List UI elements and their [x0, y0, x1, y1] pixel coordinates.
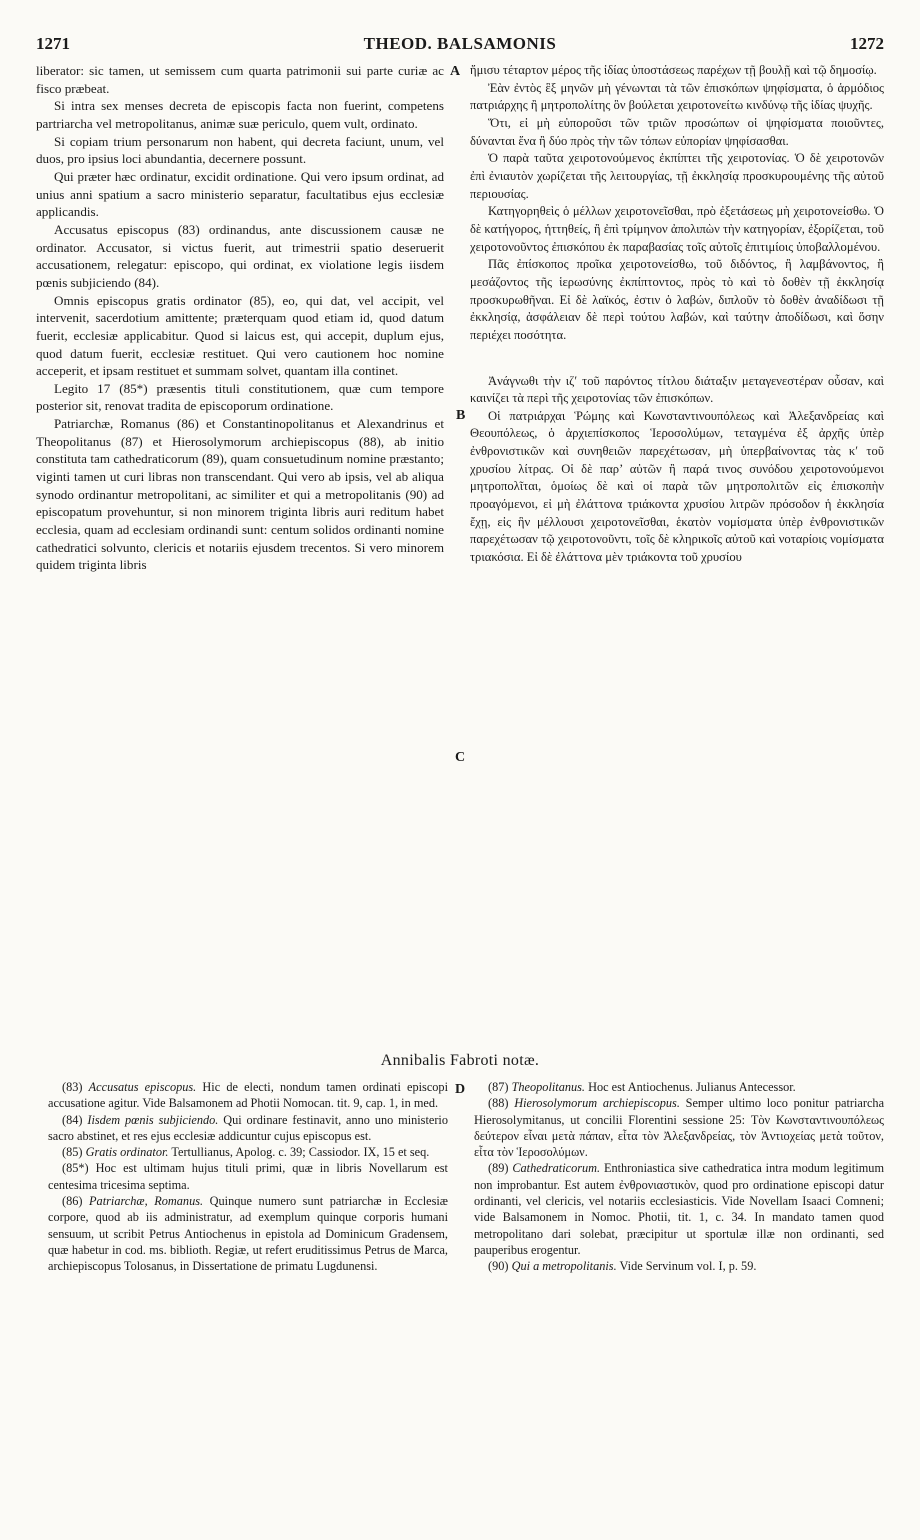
footnote: (85) Gratis ordinator. Tertullianus, Apolog. c. 39; Cassiodor. IX, 15 et seq.	[62, 1145, 430, 1160]
greek-paragraph: Ὁ παρὰ ταῦτα χειροτονούμενος ἐκπίπτει τῆς χειροτονίας. Ὁ δὲ χειροτονῶν ἐπὶ ἐνιαυτὸν χωρίζεται τῆς λειτουργίας, τῇ ἐκκλησίᾳ προσκυρουμένης τῆς αὐτοῦ περιουσίας.	[470, 151, 884, 201]
greek-paragraph: Ἐὰν ἐντὸς ἓξ μηνῶν μὴ γένωνται τὰ τῶν ἐπισκόπων ψηφίσματα, ὁ ἁρμόδιος πατριάρχης ἢ μητροπολίτης ὃν βούλεται χειροτονείτω κινδύνῳ τῆς ἰδίας ψυχῆς.	[470, 80, 884, 113]
page-number-left: 1271	[36, 34, 70, 53]
latin-paragraph: liberator: sic tamen, ut semissem cum quarta patrimonii sui parte curiæ ac fisco præbeat.	[36, 63, 444, 96]
column-marker-c: C	[455, 750, 466, 765]
greek-paragraph: Κατηγορηθεὶς ὁ μέλλων χειροτονεῖσθαι, πρὸ ἐξετάσεως μὴ χειροτονείσθω. Ὁ δὲ κατήγορος, ἡττηθείς, ἢ ἐπὶ τρίμηνον ἀπολιπὼν τὴν κατηγορίαν, ἐξορίζεται, τοῦ χειροτονοῦντος ἐπισκόπου ἐκ παραβασίας τοῖς αὐτοῖς ἐπιτιμίοις ὑποβαλλομένου.	[470, 204, 884, 254]
latin-column	[36, 62, 444, 574]
greek-column	[470, 62, 884, 567]
footnote: (86) Patriarchæ, Romanus. Quinque numero sunt patriarchæ in Ecclesiæ corpore, quod ab iis administratur, ad exemplum quinque corporis humani sensuum, ut scribit Petrus Antiochenus in epistola ad Dominicum Gradensem, quæ habetur in cod. ms. biblioth. Regiæ, ut refert eruditissimus Petrus de Marca, archiepiscopus Tolosanus, in Dissertatione de primatu Lugdunensi.	[48, 1194, 448, 1274]
footnote: (90) Qui a metropolitanis. Vide Servinum vol. I, p. 59.	[488, 1259, 757, 1274]
latin-paragraph: Si copiam trium personarum non habent, qui decreta faciunt, unum, vel duos, pro ipsius loci abundantia, decernere possunt.	[36, 133, 444, 167]
footnote: (84) Iisdem pœnis subjiciendo. Qui ordinare festinavit, anno uno ministerio sacro abstinet, et res ejus ecclesiæ addicuntur cujus episcopus est.	[48, 1112, 448, 1143]
notes-column-right	[474, 1079, 884, 1275]
greek-paragraph: Ἀνάγνωθι τὴν ιζʹ τοῦ παρόντος τίτλου διάταξιν μεταγενεστέραν οὖσαν, καὶ καινίζει τὰ περὶ τῆς χειροτονίας τῶν ἐπισκόπων.	[470, 373, 884, 406]
latin-paragraph: Qui præter hæc ordinatur, excidit ordinatione. Qui vero ipsum ordinat, ad unius anni spatium a sacro ministerio separatur, facultatibus ejus ecclesiæ applicandis.	[36, 168, 444, 220]
column-marker-b: B	[456, 408, 466, 423]
latin-paragraph: Si intra sex menses decreta de episcopis facta non fuerint, competens partriarcha vel metropolitanus, animæ suæ periculo, quem vult, ordinato.	[36, 98, 444, 131]
footnote: (87) Theopolitanus. Hoc est Antiochenus. Julianus Antecessor.	[488, 1080, 796, 1094]
notes-heading: Annibalis Fabroti notæ.	[380, 1052, 540, 1069]
greek-paragraph: ἥμισυ τέταρτον μέρος τῆς ἰδίας ὑποστάσεως παρέχων τῇ βουλῇ καὶ τῷ δημοσίῳ.	[470, 63, 877, 77]
footnote: (89) Cathedraticorum. Enthroniastica sive cathedratica intra modum legitimum non improbantur. Est autem ἐνθρονιαστικὸν, quod pro ordinatione episcopi datur ordinanti, vel clericis, vel notariis ecclesiasticis. Vide Novellam Isaaci Comneni; vide Balsamonem in Nomoc. Photii, tit. 1, c. 34. In mandato tamen quod metropolitano dari solebat, præcipitur ut sportulæ illæ non ordinanti, sed pauperibus erogentur.	[474, 1161, 885, 1257]
greek-paragraph: Οἱ πατριάρχαι Ῥώμης καὶ Κωνσταντινουπόλεως καὶ Ἀλεξανδρείας καὶ Θεουπόλεως, ὁ ἀρχιεπίσκοπος Ἱεροσολύμων, τεταγμένα ἐξ ἀρχῆς ὑπὲρ ἐνθρονιστικῶν καὶ συνηθειῶν παρεχέτωσαν, μὴ ὑπερβαίνοντας τὰς κʹ τοῦ χρυσίου λίτρας. Οἱ δὲ παρ’ αὐτῶν ἢ παρά τινος συνόδου χειροτονούμενοι μητροπολῖται, ὁμοίως δὲ καὶ οἱ παρὰ τῶν μητροπολιτῶν εἰς ἐπισκοπὴν προαγόμενοι, εἰ μὴ ἐλάττονα τριάκοντα χρυσίου λιτρῶν πρόσοδον ἡ ἐκκλησία ἔχῃ, εἰς ἣν μέλλουσι χειροτονεῖσθαι, ἑκατὸν νομίσματα ὑπὲρ ἐνθρονιστικῶν παρεχέτωσαν τῷ χειροτονοῦντι, τοῖς δὲ κληρικοῖς αὐτοῦ καὶ νοταρίοις νομίσματα τριακόσια. Εἰ δὲ ἐλάττονα μὲν τριάκοντα τοῦ χρυσίου	[470, 408, 884, 565]
latin-paragraph: Accusatus episcopus (83) ordinandus, ante discussionem causæ ne ordinator. Accusator, si victus fuerit, aut trimestrii spatio deseruerit accusationem, relegatur: episcopo, qui ordinat, ex violatione legis iisdem pœnis subjiciendo (84).	[36, 221, 444, 290]
footnote: (88) Hierosolymorum archiepiscopus. Semper ultimo loco ponitur patriarcha Hierosolymitanus, ut concilii Florentini sessione 25: Τὸν Κωνσταντινουπόλεως δεύτερον εἶναι μετὰ πάπαν, εἶτα τὸν Ἀλεξανδρείας, τὸν Ἀντιοχείας μετὰ τοῦτον, εἶτα τὸν Ἱεροσολύμων.	[474, 1096, 885, 1160]
notes-column-left	[48, 1079, 448, 1275]
latin-paragraph: Omnis episcopus gratis ordinator (85), eo, qui dat, vel accipit, vel intervenit, sacerdotium amittente; præterquam quod etiam id, quod datum fuerit, ecclesiæ applicabitur. Quod si laicus est, qui accepit, duplum ejus, quod datum fuerit, ecclesiæ restituet. Qui vero cautionem hoc nomine acceperit, et ipsam restituet et summam solvet, quantam illa continet.	[36, 292, 444, 379]
footnote: (85*) Hoc est ultimam hujus tituli primi, quæ in libris Novellarum est centesima tricesima septima.	[48, 1161, 448, 1192]
column-marker-d: D	[455, 1082, 466, 1097]
latin-paragraph: Patriarchæ, Romanus (86) et Constantinopolitanus et Alexandrinus et Theopolitanus (87) et Hierosolymorum archiepiscopus (88), ab initio constituta tam cathedraticorum (89), quam consuetudinum nomine præstanto; viginti tamen ut curi libras non transcendant. Qui vero ab ipsis, vel ab aliqua synodo ordinantur metropolitani, ac similiter et qui a metropolitanis (90) ad episcopatum provehuntur, si non minorem triginta libris auri reditum habet ecclesia, quam ad ecclesiam ordinandi sunt: centum solidos ordinanti nomine cathedratici solvunto, clericis et notariis ejusdem trecentos. Si vero minorem quidem triginta libris	[36, 416, 444, 573]
running-title: THEOD. BALSAMONIS	[363, 34, 557, 53]
footnote: (83) Accusatus episcopus. Hic de electi, nondum tamen ordinati episcopi accusatione agitur. Vide Balsamonem ad Photii Nomocan. tit. 9, cap. 1, in med.	[48, 1080, 448, 1111]
latin-paragraph: Legito 17 (85*) præsentis tituli constitutionem, quæ cum tempore posterior sit, renovat tradita de episcoporum ordinatione.	[36, 380, 444, 414]
page-number-right: 1272	[850, 34, 884, 53]
greek-paragraph: Πᾶς ἐπίσκοπος προῖκα χειροτονείσθω, τοῦ διδόντος, ἢ λαμβάνοντος, ἢ μεσάζοντος τῆς ἱερωσύνης ἐκπίπτοντος, πρὸς τὸ καὶ τὸ δοθὲν τῇ ἐκκλησίᾳ προσκυρωθῆναι. Εἰ δὲ λαϊκός, ἐστιν ὁ λαβών, διπλοῦν τὸ δοθὲν ἀναδίδωσι τῇ ἐκκλησίᾳ, ἀσφάλειαν δὲ περὶ τούτου λαβών, καὶ ταύτην ἀποδίδωσι, καὶ ὅσην περιέχει ποσότητα.	[470, 257, 884, 342]
column-marker-a: A	[450, 64, 461, 79]
greek-paragraph: Ὅτι, εἰ μὴ εὐποροῦσι τῶν τριῶν προσώπων οἱ ψηφίσματα ποιοῦντες, δύνανται ἕνα ἢ δύο πρὸς τὴν τῶν τόπων εὐπορίαν ψηφίσασθαι.	[470, 115, 884, 148]
page-header	[36, 34, 884, 60]
